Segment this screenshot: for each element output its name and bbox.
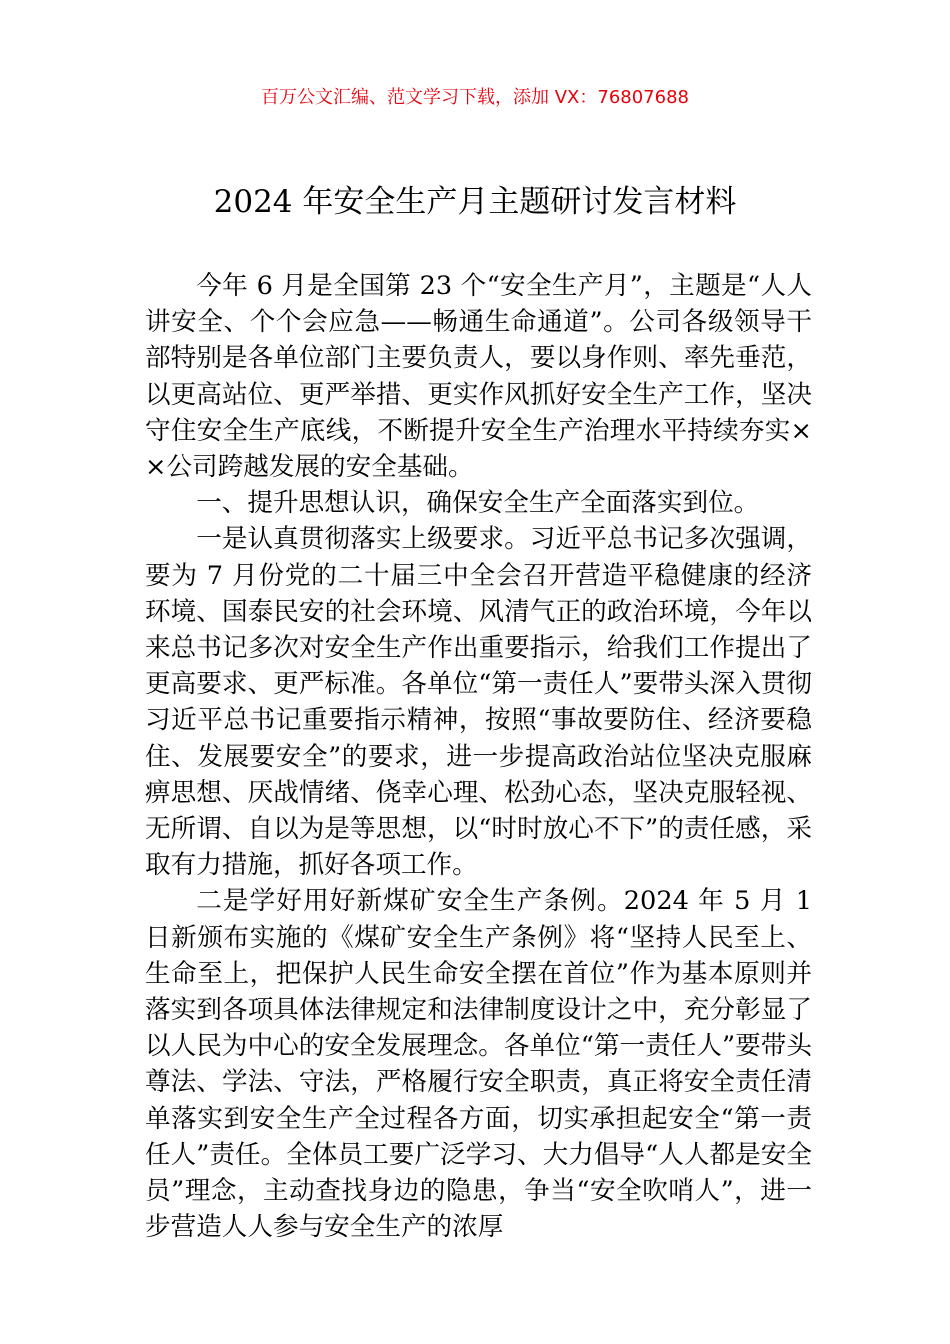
paragraph-point-1: 一是认真贯彻落实上级要求。习近平总书记多次强调，要为 7 月份党的二十届三中全会召开营造平稳健康的经济环境、国泰民安的社会环境、风清气正的政治环境，今年以来总书记多次对安全生产作出重要指示，给我们工作提出了更高要求、更严标准。各单位“第一责任人”要带头深入贯彻习近平总书记重要指示精神，按照“事故要防住、经济要稳住、发展要安全”的要求，进一步提高政治站位坚决克服麻痹思想、厌战情绪、侥幸心理、松劲心态，坚决克服轻视、无所谓、自以为是等思想，以“时时放心不下”的责任感，采取有力措施，抓好各项工作。 bbox=[145, 524, 812, 881]
document-title: 2024 年安全生产月主题研讨发言材料 bbox=[213, 184, 737, 220]
paragraph-point-2: 二是学好用好新煤矿安全生产条例。2024 年 5 月 1 日新颁布实施的《煤矿安全生产条例》将“坚持人民至上、生命至上，把保护人民生命安全摆在首位”作为基本原则并落实到各项具体法律规定和法律制度设计之中，充分彰显了以人民为中心的安全发展理念。各单位“第一责任人”要带头尊法、学法、守法，严格履行安全职责，真正将安全责任清单落实到安全生产全过程各方面，切实承担起安全“第一责任人”责任。全体员工要广泛学习、大力倡导“人人都是安全员”理念，主动查找身边的隐患，争当“安全吹哨人”，进一步营造人人参与安全生产的浓厚 bbox=[145, 886, 812, 1243]
watermark-text: 百万公文汇编、范文学习下载，添加 VX：76807688 bbox=[261, 87, 689, 108]
paragraph-intro: 今年 6 月是全国第 23 个“安全生产月”，主题是“人人讲安全、个个会应急——畅通生命通道”。公司各级领导干部特别是各单位部门主要负责人，要以身作则、率先垂范，以更高站位、更严举措、更实作风抓好安全生产工作，坚决守住安全生产底线，不断提升安全生产治理水平持续夯实××公司跨越发展的安全基础。 bbox=[145, 271, 812, 483]
section-heading-1: 一、提升思想认识，确保安全生产全面落实到位。 bbox=[196, 488, 760, 519]
document-body bbox=[145, 268, 812, 1245]
